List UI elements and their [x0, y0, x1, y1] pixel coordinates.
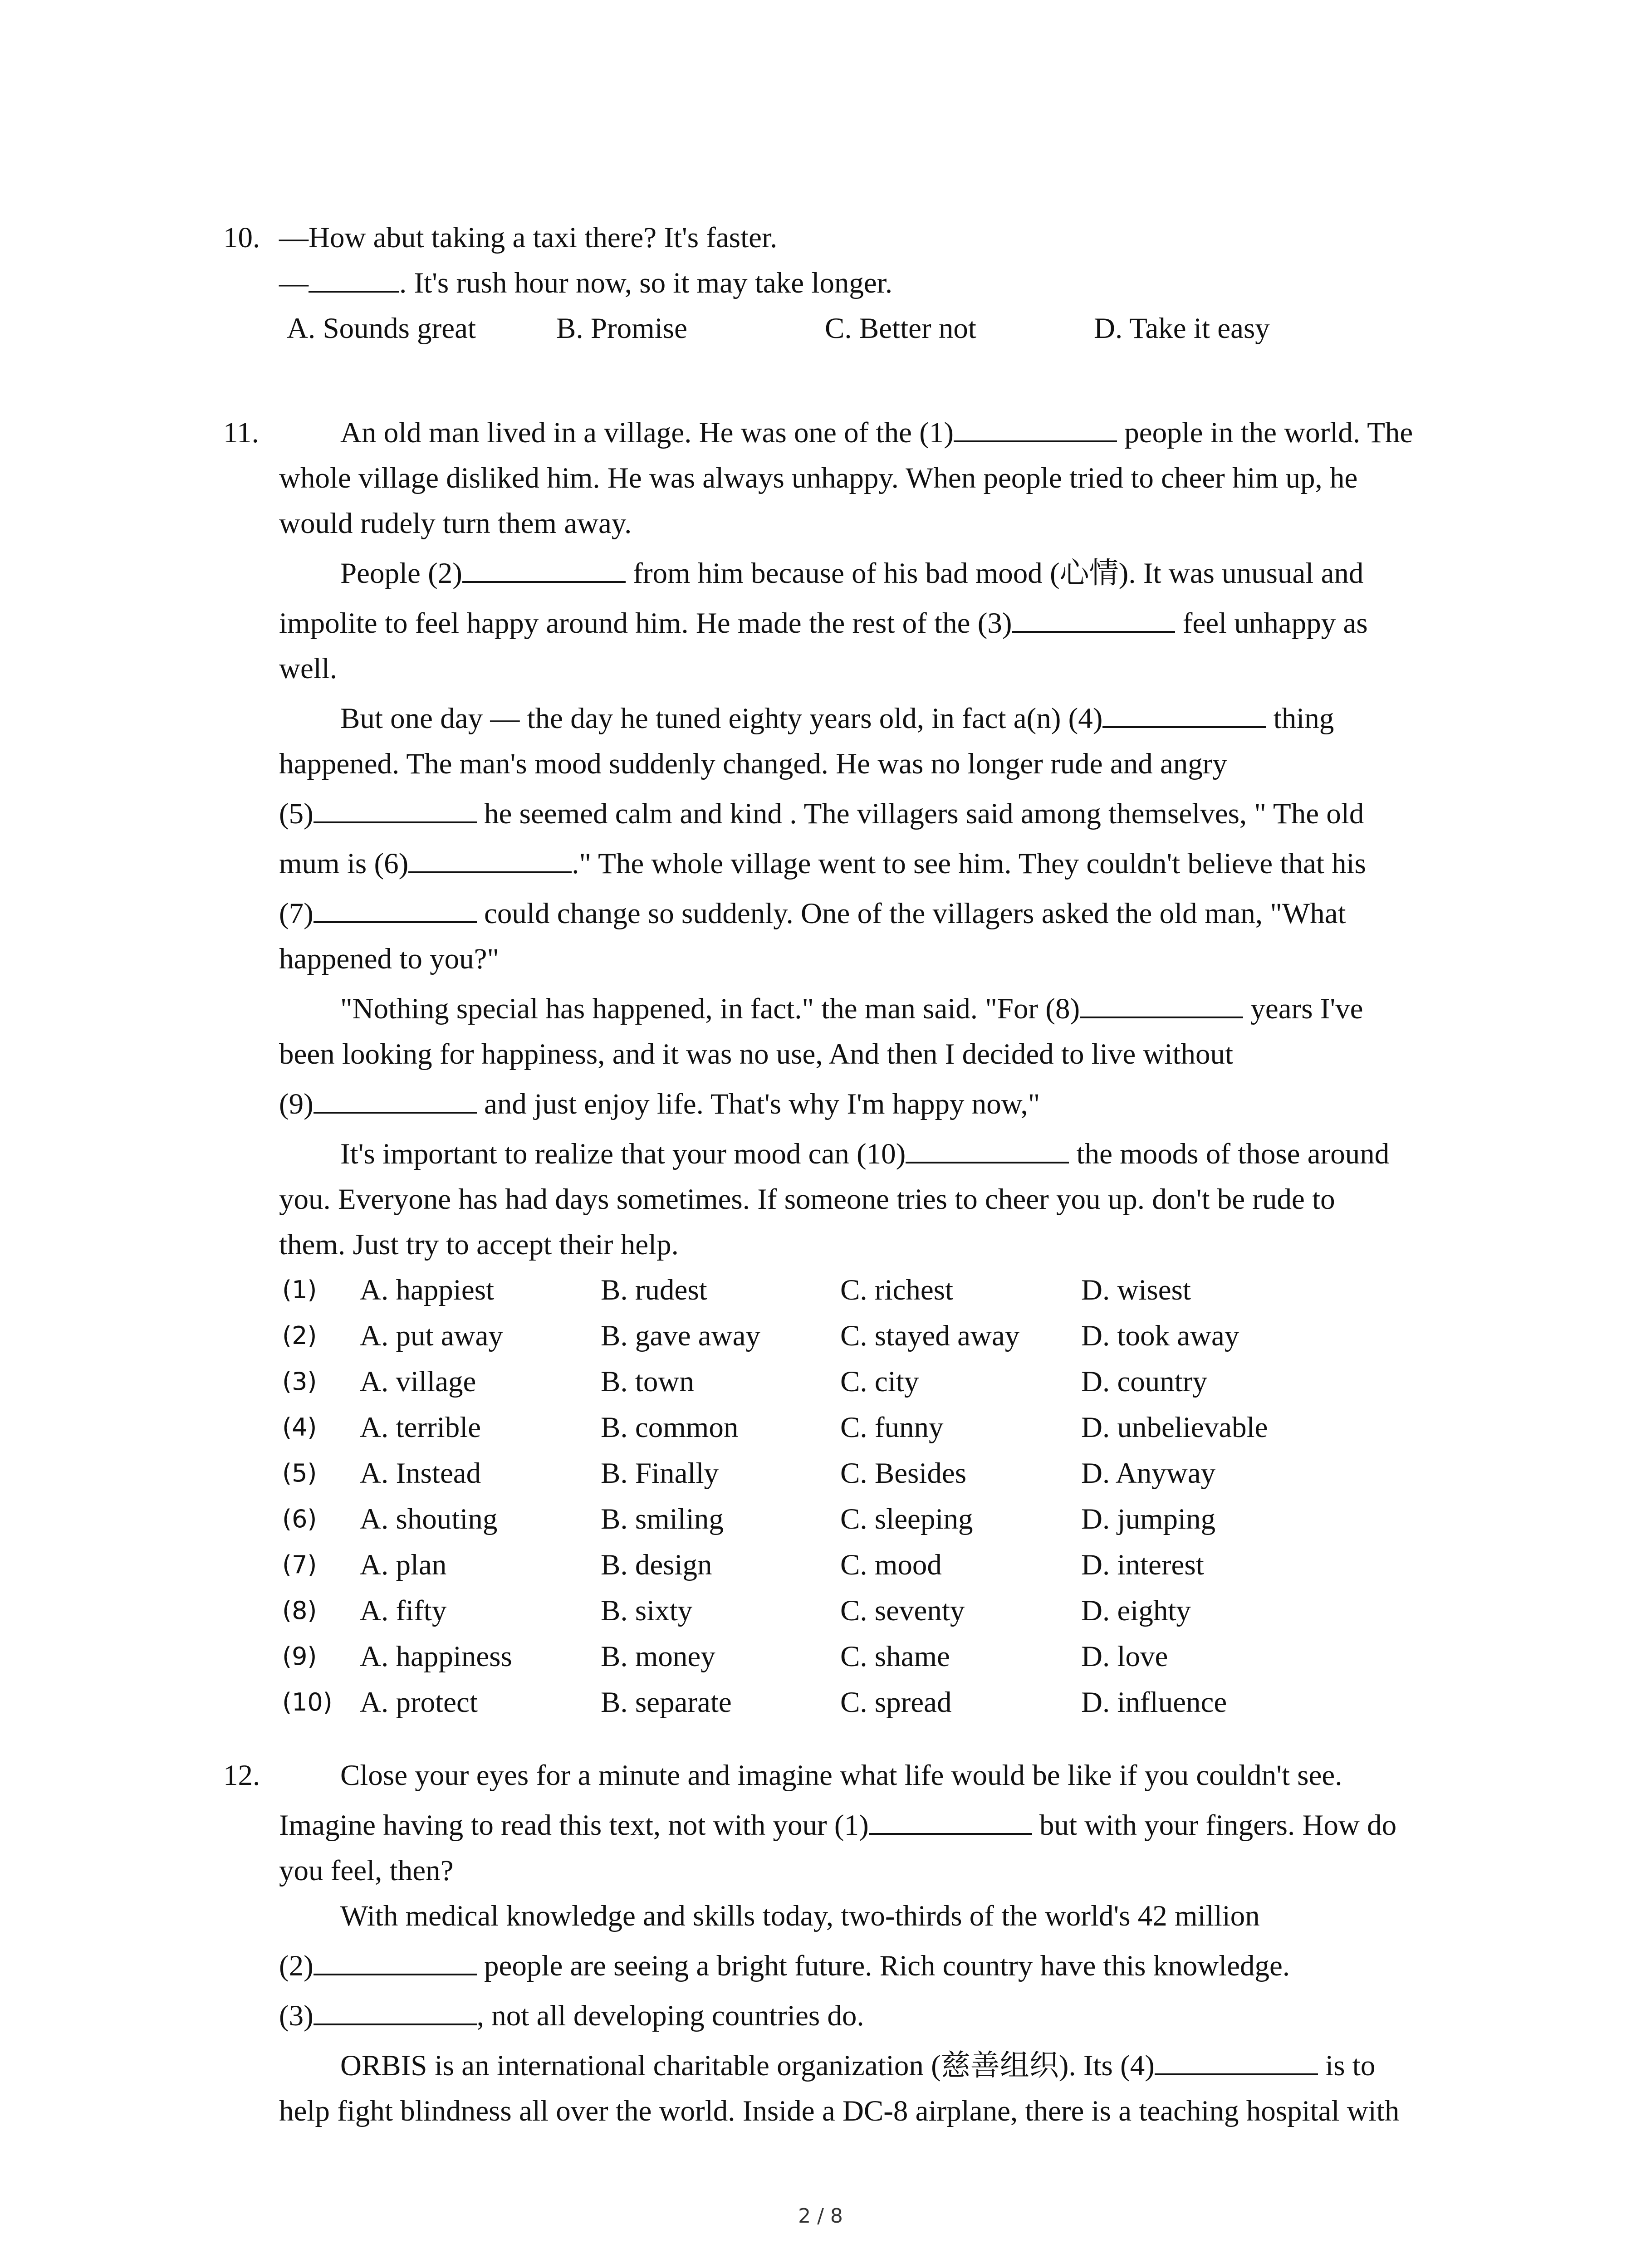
passage-line [340, 1131, 1389, 1177]
text: years I've [1243, 992, 1363, 1025]
choice-option-a[interactable]: A. shouting [360, 1503, 498, 1535]
passage-line: With medical knowledge and skills today, two-thirds of the world's 42 million [340, 1900, 1260, 1932]
choice-item-label: (7) [282, 1550, 317, 1579]
text: (3) [279, 1999, 314, 2032]
passage-line: Close your eyes for a minute and imagine what life would be like if you couldn't see. [340, 1759, 1342, 1792]
passage-line: help fight blindness all over the world. Inside a DC-8 airplane, there is a teaching hospital with [279, 2095, 1400, 2127]
question-number: 11. [223, 416, 259, 449]
choice-option-d[interactable]: D. took away [1081, 1320, 1239, 1352]
text: "Nothing special has happened, in fact." the man said. "For (8) [340, 992, 1080, 1025]
text: could change so suddenly. One of the villagers asked the old man, "What [476, 897, 1346, 930]
choice-item-label: (8) [282, 1596, 317, 1625]
answer-blank[interactable] [906, 1137, 1069, 1163]
q10-option-a: A. Sounds great [287, 312, 476, 345]
answer-blank[interactable] [408, 846, 572, 873]
text: from him because of his bad mood (心情). It was unusual and [625, 557, 1364, 590]
text: Imagine having to read this text, not with your (1) [279, 1809, 869, 1842]
answer-blank[interactable] [314, 797, 477, 823]
answer-blank[interactable] [1012, 606, 1175, 633]
answer-blank[interactable] [309, 266, 399, 293]
choice-option-c[interactable]: C. spread [840, 1686, 952, 1719]
passage-line [340, 986, 1363, 1031]
text: (9) [279, 1088, 314, 1120]
passage-line [340, 696, 1334, 741]
choice-option-b[interactable]: B. smiling [601, 1503, 724, 1535]
choice-option-a[interactable]: A. village [360, 1365, 476, 1398]
choice-option-d[interactable]: D. Anyway [1081, 1457, 1216, 1490]
answer-blank[interactable] [314, 1087, 477, 1114]
text: thing [1266, 702, 1334, 735]
choice-option-a[interactable]: A. put away [360, 1320, 503, 1352]
choice-option-c[interactable]: C. funny [840, 1411, 944, 1444]
choice-option-a[interactable]: A. fifty [360, 1594, 447, 1627]
passage-line: them. Just try to accept their help. [279, 1228, 679, 1261]
choice-item-label: (10) [282, 1688, 333, 1716]
answer-blank[interactable] [314, 1999, 477, 2025]
choice-option-a[interactable]: A. Instead [360, 1457, 481, 1490]
choice-item-label: (4) [282, 1413, 317, 1442]
passage-line [279, 841, 1366, 886]
text: An old man lived in a village. He was one of the (1) [340, 416, 954, 449]
text: impolite to feel happy around him. He made the rest of the (3) [279, 607, 1012, 640]
text: he seemed calm and kind . The villagers said among themselves, " The old [476, 797, 1364, 830]
text: —How abut taking a taxi there? It's faster. [279, 221, 778, 254]
choice-option-b[interactable]: B. common [601, 1411, 739, 1444]
choice-option-a[interactable]: A. happiest [360, 1274, 495, 1306]
choice-option-a[interactable]: A. happiness [360, 1640, 512, 1673]
page-number: 2 / 8 [798, 2204, 843, 2228]
choice-option-b[interactable]: B. Finally [601, 1457, 719, 1490]
passage-line: happened. The man's mood suddenly changed. He was no longer rude and angry [279, 748, 1227, 780]
passage-line: whole village disliked him. He was always unhappy. When people tried to cheer him up, he [279, 462, 1358, 494]
q10-prompt [279, 215, 777, 260]
choice-option-d[interactable]: D. eighty [1081, 1594, 1191, 1627]
passage-line: you feel, then? [279, 1854, 454, 1887]
choice-option-b[interactable]: B. town [601, 1365, 694, 1398]
text: people are seeing a bright future. Rich country have this knowledge. [476, 1950, 1290, 1982]
choice-item-label: (2) [282, 1321, 317, 1350]
choice-option-b[interactable]: B. design [601, 1549, 712, 1581]
passage-line [279, 1993, 864, 2038]
text: , not all developing countries do. [476, 1999, 864, 2032]
answer-blank[interactable] [462, 556, 626, 583]
text: the moods of those around [1069, 1138, 1390, 1170]
text: is to [1318, 2049, 1376, 2082]
text: ORBIS is an international charitable organization (慈善组织). Its (4) [340, 2049, 1155, 2082]
passage-line: would rudely turn them away. [279, 507, 632, 540]
passage-line [279, 791, 1364, 836]
q10-option-c: C. Better not [825, 312, 976, 345]
choice-option-b[interactable]: B. rudest [601, 1274, 707, 1306]
answer-blank[interactable] [1155, 2048, 1318, 2075]
passage-line [279, 1803, 1396, 1848]
answer-blank[interactable] [1080, 992, 1243, 1018]
choice-option-a[interactable]: A. plan [360, 1549, 447, 1581]
choice-item-label: (5) [282, 1459, 317, 1487]
choice-option-b[interactable]: B. sixty [601, 1594, 693, 1627]
choice-option-c[interactable]: C. stayed away [840, 1320, 1020, 1352]
choice-option-c[interactable]: C. shame [840, 1640, 950, 1673]
passage-line [279, 1943, 1290, 1989]
choice-option-d[interactable]: D. influence [1081, 1686, 1227, 1719]
passage-line: well. [279, 652, 338, 685]
question-number: 12. [223, 1759, 260, 1792]
passage-line [340, 551, 1363, 596]
text: It's important to realize that your mood can (10) [340, 1138, 906, 1170]
choice-option-c[interactable]: C. richest [840, 1274, 954, 1306]
text: people in the world. The [1117, 416, 1413, 449]
text: and just enjoy life. That's why I'm happy now," [476, 1088, 1040, 1120]
q10-option-d: D. Take it easy [1094, 312, 1270, 345]
text: ." The whole village went to see him. They couldn't believe that his [572, 847, 1366, 880]
text: mum is (6) [279, 847, 409, 880]
answer-blank[interactable] [314, 896, 477, 923]
choice-option-d[interactable]: D. love [1081, 1640, 1168, 1673]
question-number: 10. [223, 221, 260, 254]
choice-option-d[interactable]: D. interest [1081, 1549, 1204, 1581]
choice-option-d[interactable]: D. jumping [1081, 1503, 1216, 1535]
text: (2) [279, 1950, 314, 1982]
passage-line [340, 410, 1413, 455]
passage-line [279, 601, 1368, 646]
passage-line [279, 891, 1346, 936]
answer-blank[interactable] [954, 415, 1117, 442]
q10-option-b: B. Promise [556, 312, 687, 345]
choice-option-c[interactable]: C. city [840, 1365, 919, 1398]
text: . It's rush hour now, so it may take longer. [399, 267, 893, 299]
answer-blank[interactable] [1102, 701, 1266, 728]
choice-option-c[interactable]: C. sleeping [840, 1503, 973, 1535]
choice-option-a[interactable]: A. terrible [360, 1411, 481, 1444]
choice-item-label: (3) [282, 1367, 317, 1396]
passage-line: happened to you?" [279, 943, 499, 975]
choice-option-d[interactable]: D. country [1081, 1365, 1207, 1398]
choice-item-label: (9) [282, 1642, 317, 1671]
text: but with your fingers. How do [1032, 1809, 1397, 1842]
choice-option-b[interactable]: B. money [601, 1640, 715, 1673]
passage-line [279, 1081, 1040, 1127]
text: But one day — the day he tuned eighty years old, in fact a(n) (4) [340, 702, 1103, 735]
passage-line: you. Everyone has had days sometimes. If someone tries to cheer you up. don't be rude to [279, 1183, 1335, 1216]
text: (7) [279, 897, 314, 930]
text: — [279, 267, 309, 299]
choice-option-c[interactable]: C. mood [840, 1549, 942, 1581]
choice-item-label: (6) [282, 1505, 317, 1533]
text: (5) [279, 797, 314, 830]
passage-line: been looking for happiness, and it was no use, And then I decided to live without [279, 1038, 1234, 1070]
choice-option-c[interactable]: C. seventy [840, 1594, 965, 1627]
choice-option-a[interactable]: A. protect [360, 1686, 478, 1719]
choice-option-d[interactable]: D. wisest [1081, 1274, 1191, 1306]
answer-blank[interactable] [314, 1949, 477, 1975]
choice-item-label: (1) [282, 1276, 317, 1304]
text: feel unhappy as [1175, 607, 1368, 640]
text: People (2) [340, 557, 462, 590]
choice-option-d[interactable]: D. unbelievable [1081, 1411, 1268, 1444]
choice-option-b[interactable]: B. gave away [601, 1320, 760, 1352]
answer-blank[interactable] [869, 1808, 1032, 1835]
choice-option-c[interactable]: C. Besides [840, 1457, 967, 1490]
passage-line [340, 2043, 1375, 2088]
q10-response [279, 260, 892, 306]
choice-option-b[interactable]: B. separate [601, 1686, 732, 1719]
